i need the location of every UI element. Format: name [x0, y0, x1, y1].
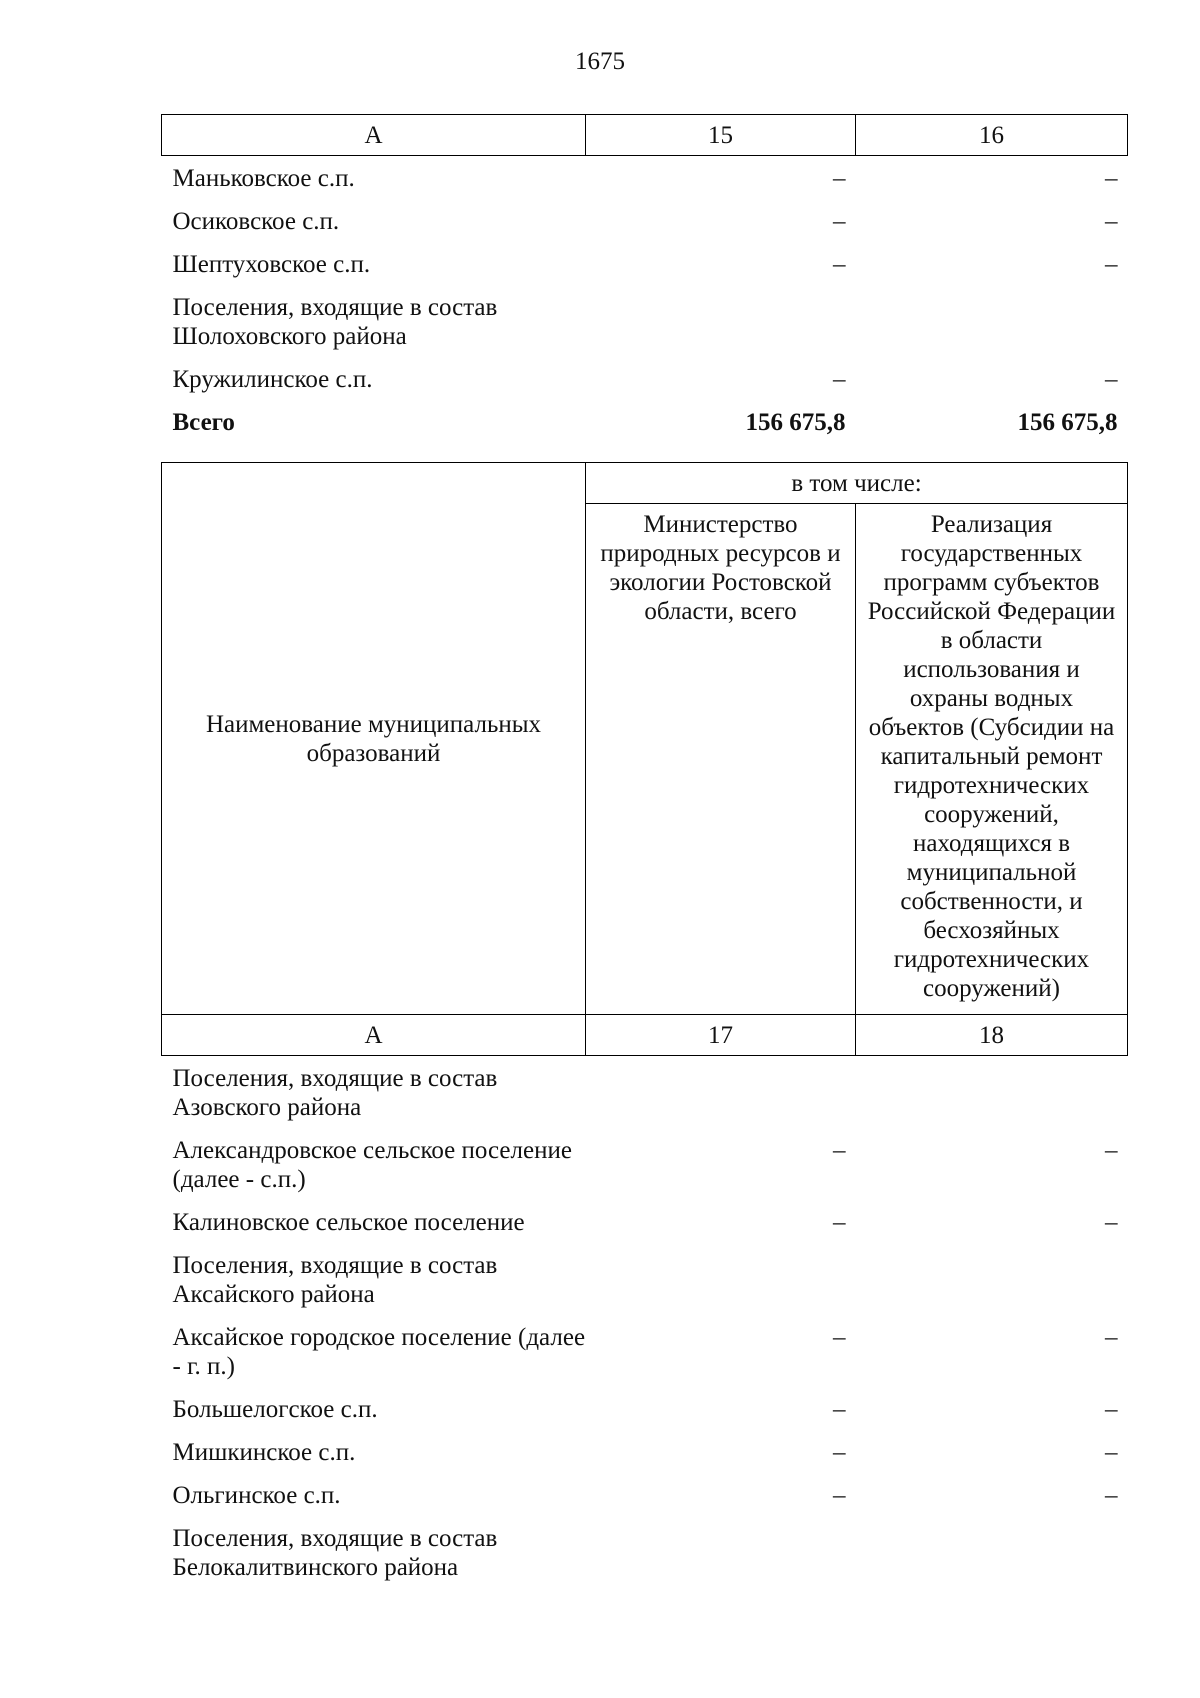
- header-group-row: [162, 463, 1128, 504]
- total-label: Всего: [172, 409, 235, 436]
- row-value: –: [833, 1396, 846, 1423]
- column-number-15: 15: [586, 115, 856, 156]
- total-row: [162, 400, 1128, 443]
- table-row: [162, 1056, 1128, 1129]
- column-number-header: [162, 115, 1128, 156]
- table-row: [162, 1473, 1128, 1516]
- row-name: Шептуховское с.п.: [172, 251, 371, 278]
- row-value: [856, 1056, 1128, 1129]
- row-name: Поселения, входящие в состав Белокалитвинского района: [172, 1525, 498, 1581]
- row-name: Большелогское с.п.: [172, 1396, 378, 1423]
- row-value: [586, 1516, 856, 1588]
- budget-table-top: [161, 114, 1128, 443]
- row-name: Александровское сельское поселение (далее - с.п.): [172, 1137, 572, 1193]
- row-value: –: [1105, 1396, 1118, 1423]
- column-number-16: 16: [856, 115, 1128, 156]
- table-row: [162, 156, 1128, 200]
- ministry-column-header: Министерство природных ресурсов и экологии Ростовской области, всего: [586, 504, 856, 1015]
- table-row: [162, 285, 1128, 357]
- row-name: Мишкинское с.п.: [172, 1439, 356, 1466]
- column-number-header: [162, 1015, 1128, 1056]
- row-name: Поселения, входящие в состав Аксайского района: [172, 1252, 498, 1308]
- group-header: в том числе:: [586, 463, 1128, 504]
- row-value: –: [833, 1137, 846, 1164]
- column-number-a: А: [162, 1015, 586, 1056]
- table-row: [162, 1387, 1128, 1430]
- table-row: [162, 1243, 1128, 1315]
- column-number-17: 17: [586, 1015, 856, 1056]
- table-row: [162, 1315, 1128, 1387]
- row-name: Маньковское с.п.: [172, 165, 355, 192]
- budget-table-bottom: [161, 462, 1128, 1588]
- row-name: Калиновское сельское поселение: [172, 1209, 525, 1236]
- table-row: [162, 199, 1128, 242]
- table-row: [162, 1200, 1128, 1243]
- row-value: –: [833, 251, 846, 278]
- row-name: Поселения, входящие в состав Азовского района: [172, 1065, 498, 1121]
- row-value: –: [833, 165, 846, 192]
- row-name: Ольгинское с.п.: [172, 1482, 341, 1509]
- total-value: 156 675,8: [745, 409, 846, 436]
- row-name: Осиковское с.п.: [172, 208, 340, 235]
- table-row: [162, 1128, 1128, 1200]
- page-number: 1675: [575, 48, 625, 75]
- municipality-column-caption: Наименование муниципальных образований: [162, 463, 586, 1015]
- row-name: Поселения, входящие в состав Шолоховского района: [172, 294, 498, 350]
- row-value: [856, 1516, 1128, 1588]
- program-column-header: Реализация государственных программ субъектов Российской Федерации в области использования и охраны водных объектов (Субсидии на капитальный ремонт гидротехнических сооружений, находящихся в муниципальной собственности, и бесхозяйных гидротехнических сооружений): [856, 504, 1128, 1015]
- row-value: [586, 285, 856, 357]
- table-row: [162, 1516, 1128, 1588]
- row-value: [586, 1056, 856, 1129]
- row-value: –: [1105, 251, 1118, 278]
- row-name: Аксайское городское поселение (далее - г. п.): [172, 1324, 586, 1380]
- table-row: [162, 1430, 1128, 1473]
- row-value: –: [833, 1324, 846, 1351]
- row-value: –: [1105, 366, 1118, 393]
- row-value: [856, 285, 1128, 357]
- row-value: –: [1105, 1439, 1118, 1466]
- row-value: [856, 1243, 1128, 1315]
- row-value: –: [1105, 1209, 1118, 1236]
- row-value: –: [1105, 208, 1118, 235]
- row-value: –: [833, 366, 846, 393]
- table-row: [162, 357, 1128, 400]
- total-value: 156 675,8: [1017, 409, 1118, 436]
- row-value: –: [833, 1209, 846, 1236]
- column-number-18: 18: [856, 1015, 1128, 1056]
- table-row: [162, 242, 1128, 285]
- row-value: –: [1105, 1137, 1118, 1164]
- row-value: –: [1105, 1324, 1118, 1351]
- row-value: –: [833, 208, 846, 235]
- row-name: Кружилинское с.п.: [172, 366, 373, 393]
- row-value: –: [1105, 165, 1118, 192]
- column-number-a: А: [162, 115, 586, 156]
- row-value: –: [833, 1482, 846, 1509]
- row-value: –: [1105, 1482, 1118, 1509]
- row-value: –: [833, 1439, 846, 1466]
- row-value: [586, 1243, 856, 1315]
